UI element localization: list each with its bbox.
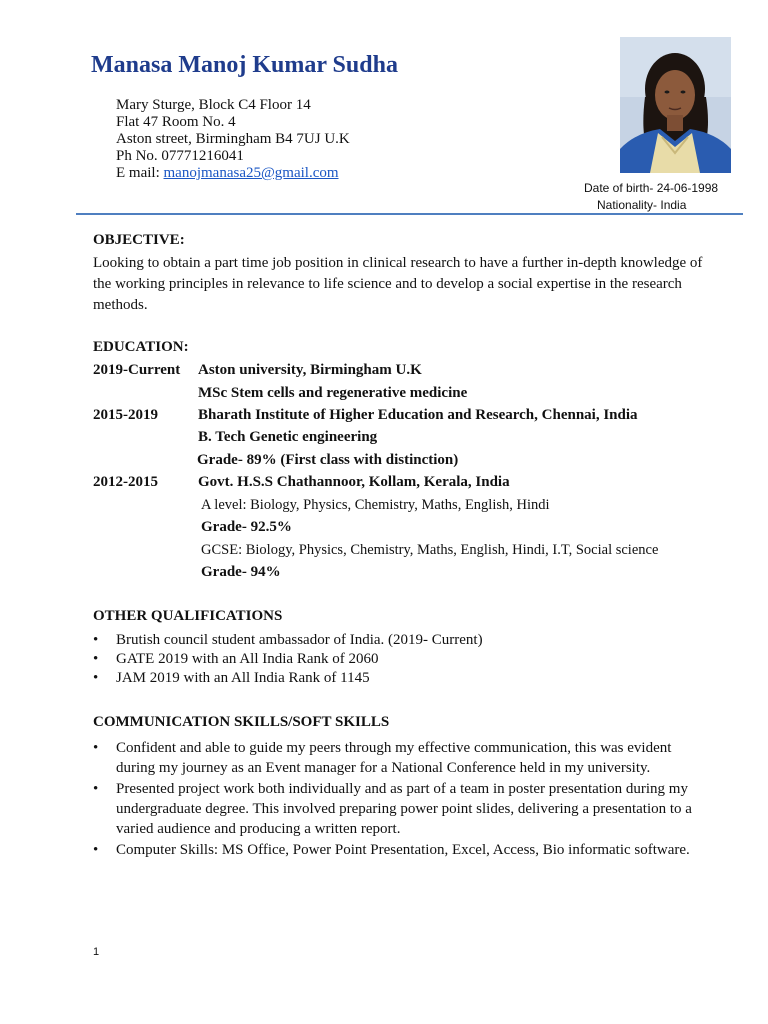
header-divider <box>76 213 743 215</box>
education-course: MSc Stem cells and regenerative medicine <box>198 385 468 401</box>
education-year: 2019-Current <box>93 362 181 378</box>
contact-block <box>116 97 350 182</box>
address-line: Mary Sturge, Block C4 Floor 14 <box>116 97 311 113</box>
education-institution: Bharath Institute of Higher Education and Research, Chennai, India <box>198 407 638 423</box>
nationality: Nationality- India <box>597 198 687 212</box>
list-item: • Presented project work both individually and as part of a team in poster presentation during my undergraduate degree. This involved preparing power point slides, delivering a presentation to a varied audience and producing a written report. <box>93 779 708 839</box>
list-item: • Brutish council student ambassador of India. (2019- Current) <box>93 631 483 650</box>
email-row <box>116 165 350 182</box>
address-line: Aston street, Birmingham B4 7UJ U.K <box>116 131 350 147</box>
education-course: B. Tech Genetic engineering <box>198 429 378 445</box>
a-level-grade: Grade- 92.5% <box>201 519 292 535</box>
education-year: 2015-2019 <box>93 407 158 423</box>
date-of-birth: Date of birth- 24-06-1998 <box>584 181 719 195</box>
qualifications-list <box>93 631 483 688</box>
email-label: E mail: <box>116 165 164 181</box>
communication-skills-heading: COMMUNICATION SKILLS/SOFT SKILLS <box>93 714 390 730</box>
phone-number: Ph No. 07771216041 <box>116 148 244 164</box>
email-link[interactable]: manojmanasa25@gmail.com <box>163 165 339 181</box>
education-grade: Grade- 89% (First class with distinction) <box>197 452 459 468</box>
list-item: • Confident and able to guide my peers through my effective communication, this was evident during my journey as an Event manager for a National Conference held in my university. <box>93 738 708 778</box>
page-number: 1 <box>93 946 100 958</box>
gcse-grade: Grade- 94% <box>201 564 281 580</box>
address-line: Flat 47 Room No. 4 <box>116 114 236 130</box>
portrait-image <box>620 37 731 173</box>
candidate-name: Manasa Manoj Kumar Sudha <box>91 52 398 78</box>
objective-text: Looking to obtain a part time job position in clinical research to have a further in-depth knowledge of the working principles in relevance to life science and to develop a social expertise in the research methods. <box>93 255 703 313</box>
list-item: • GATE 2019 with an All India Rank of 2060 <box>93 650 483 669</box>
education-heading: EDUCATION: <box>93 339 189 355</box>
education-year: 2012-2015 <box>93 474 158 490</box>
education-institution: Aston university, Birmingham U.K <box>198 362 422 378</box>
skills-list <box>93 738 708 861</box>
gcse-subjects: GCSE: Biology, Physics, Chemistry, Maths, English, Hindi, I.T, Social science <box>201 542 659 558</box>
profile-photo <box>620 37 731 173</box>
a-level-subjects: A level: Biology, Physics, Chemistry, Maths, English, Hindi <box>201 497 550 513</box>
education-institution: Govt. H.S.S Chathannoor, Kollam, Kerala, India <box>198 474 510 490</box>
objective-heading: OBJECTIVE: <box>93 232 185 248</box>
list-item: • JAM 2019 with an All India Rank of 1145 <box>93 669 483 688</box>
other-qualifications-heading: OTHER QUALIFICATIONS <box>93 608 283 624</box>
list-item: • Computer Skills: MS Office, Power Point Presentation, Excel, Access, Bio informatic software. <box>93 840 708 860</box>
